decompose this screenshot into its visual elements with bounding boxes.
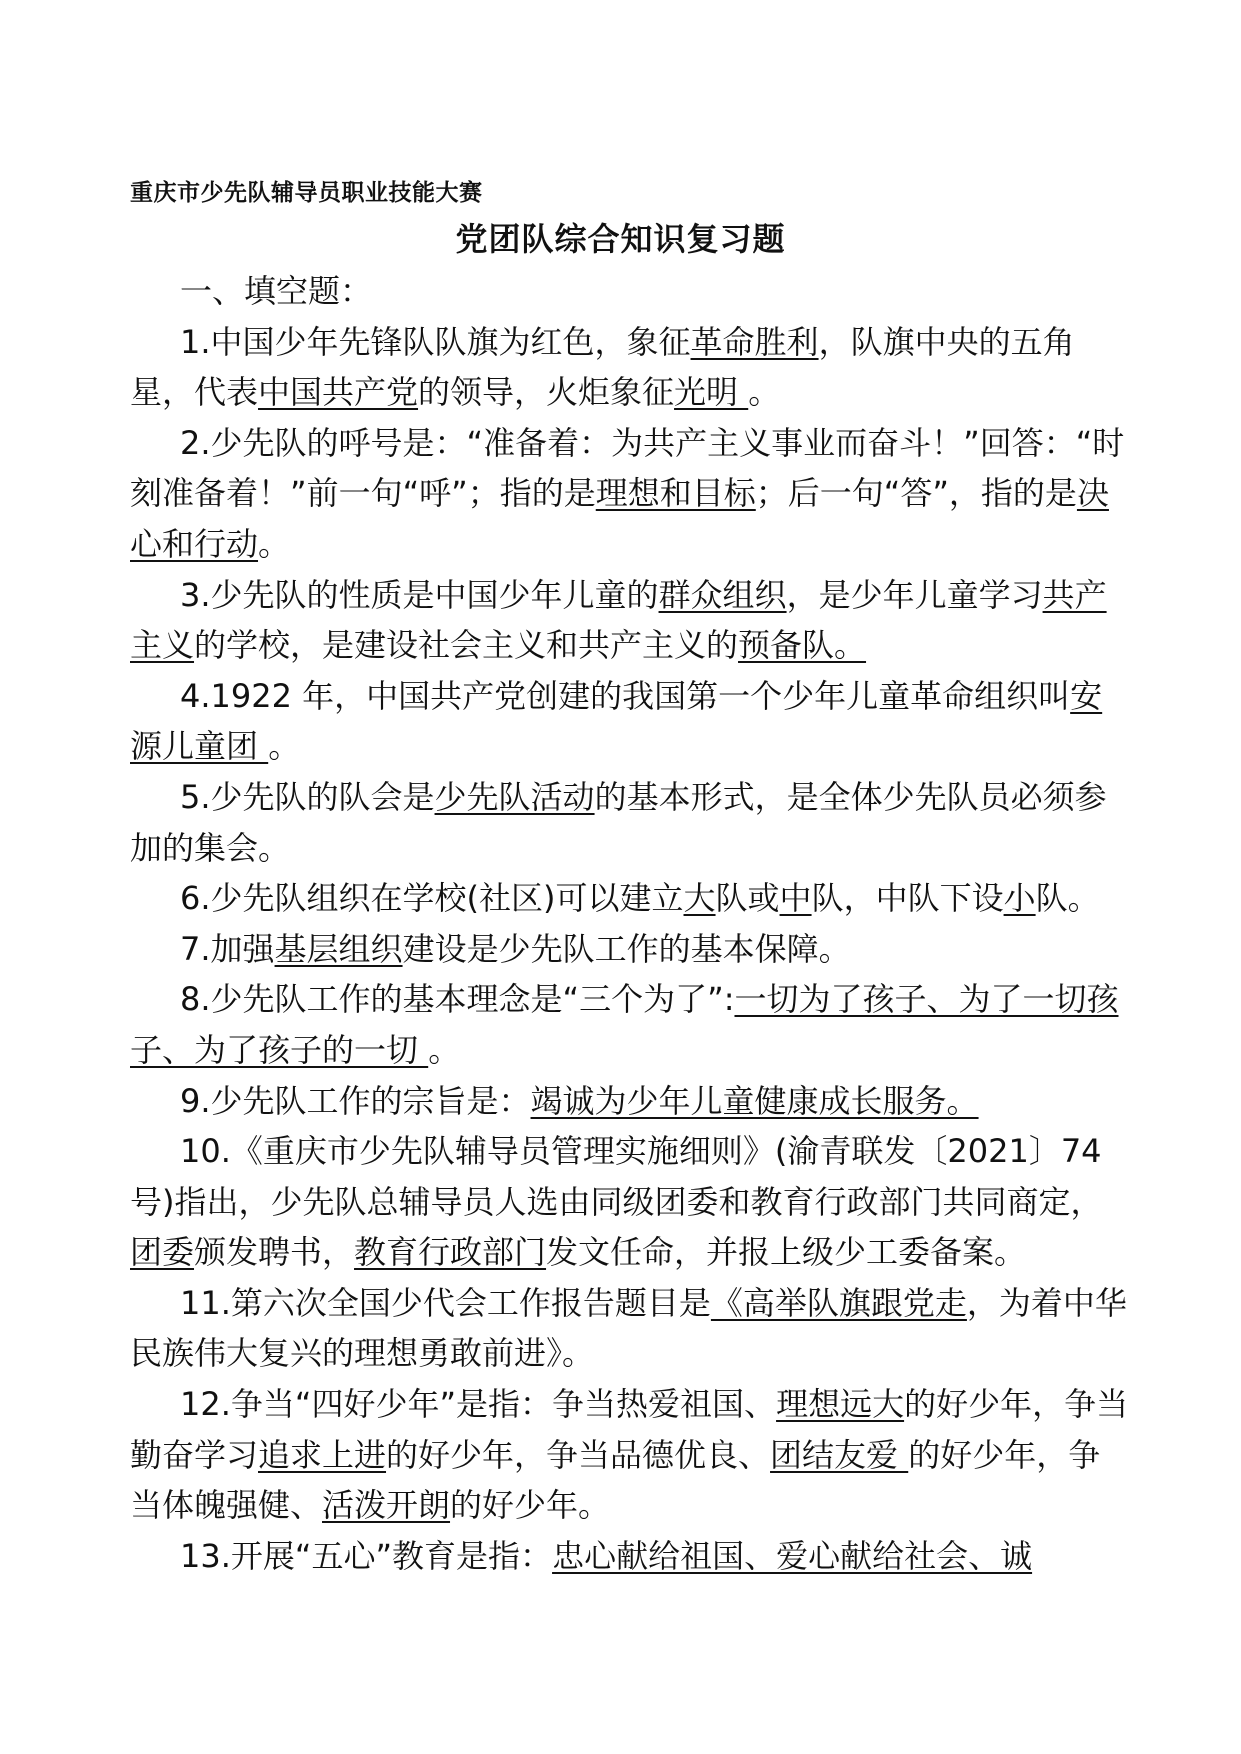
question-text: 的学校，是建设社会主义和共产主义的 <box>194 626 739 665</box>
question-text: 。 <box>428 1030 461 1069</box>
answer-text: 教育行政部门 <box>354 1233 547 1272</box>
question-text: 。 <box>268 727 301 766</box>
question-item <box>130 1126 1130 1278</box>
question-text: 发文任命，并报上级少工委备案。 <box>546 1233 1027 1272</box>
question-text: 6.少先队组织在学校(社区)可以建立 <box>180 879 684 918</box>
page-title: 党团队综合知识复习题 <box>455 220 786 258</box>
question-text: 队或 <box>715 879 780 918</box>
answer-text: 活泼开朗 <box>322 1486 451 1525</box>
question-text: 。 <box>258 524 291 563</box>
answer-text: 理想和目标 <box>595 474 756 513</box>
question-text: ，是少年儿童学习 <box>786 575 1043 614</box>
question-text: 13.开展“五心”教育是指： <box>180 1536 553 1575</box>
answer-text: 中 <box>779 879 812 918</box>
answer-text: 中国共产党 <box>258 373 419 412</box>
answer-text: 团委 <box>130 1233 195 1272</box>
question-item <box>130 418 1130 570</box>
question-item <box>130 317 1130 418</box>
answer-text: 忠心献给祖国、爱心献给社会、诚 <box>552 1536 1033 1575</box>
question-text: 的好少年，争当品德优良、 <box>386 1435 771 1474</box>
answer-text: 革命胜利 <box>690 322 819 361</box>
question-item <box>130 873 1130 924</box>
organizer-line: 重庆市少先队辅导员职业技能大赛 <box>130 180 483 206</box>
question-text: 的好少年。 <box>450 1486 611 1525</box>
answer-text: 理想远大 <box>776 1385 905 1424</box>
answer-text: 大 <box>683 879 716 918</box>
answer-text: 决心和行动 <box>130 474 1109 563</box>
question-text: 2.少先队的呼号是：“准备着：为共产主义事业而奋斗！”回答：“时刻准备着！”前一句“呼”；指的是 <box>130 423 1125 513</box>
answer-text: 光明 <box>674 373 749 412</box>
question-text: 建设是少先队工作的基本保障。 <box>402 929 851 968</box>
answer-text: 安源儿童团 <box>130 676 1103 766</box>
answer-text: 一切为了孩子、为了一切孩子、为了孩子的一切 <box>130 980 1119 1069</box>
question-text: 队。 <box>1035 879 1100 918</box>
question-text: ；后一句“答”，指的是 <box>755 474 1077 513</box>
question-item <box>130 1076 1130 1127</box>
question-item <box>130 1278 1130 1379</box>
question-text: 7.加强 <box>180 929 275 968</box>
question-text: 12.争当“四好少年”是指：争当热爱祖国、 <box>180 1385 777 1424</box>
question-text: ，队旗中央的五角星，代表 <box>130 322 1075 412</box>
question-item <box>130 570 1130 671</box>
answer-text: 追求上进 <box>258 1435 387 1474</box>
answer-text: 竭诚为少年儿童健康成长服务。 <box>530 1081 979 1120</box>
question-text: 4.1922 年，中国共产党创建的我国第一个少年儿童革命组织叫 <box>180 676 1071 715</box>
question-item <box>130 772 1130 873</box>
answer-text: 小 <box>1003 879 1036 918</box>
question-item <box>130 924 1130 975</box>
question-item <box>130 974 1130 1075</box>
answer-text: 共产主义 <box>130 575 1107 665</box>
question-text: 的好少年，争当体魄强健、 <box>130 1435 1101 1525</box>
question-text: ，为着中华民族伟大复兴的理想勇敢前进》。 <box>130 1283 1127 1373</box>
answer-text: 群众组织 <box>658 575 787 614</box>
question-text: 1.中国少年先锋队队旗为红色，象征 <box>180 322 691 361</box>
question-text: 11.第六次全国少代会工作报告题目是 <box>180 1283 711 1322</box>
question-text: 的领导，火炬象征 <box>418 373 675 412</box>
question-text: 颁发聘书， <box>194 1233 355 1272</box>
question-text: 8.少先队工作的基本理念是“三个为了”: <box>180 980 735 1019</box>
document-body <box>130 266 1130 1581</box>
answer-text: 预备队。 <box>738 626 867 665</box>
question-text: 5.少先队的队会是 <box>180 777 435 816</box>
question-text: 队，中队下设 <box>811 879 1004 918</box>
answer-text: 基层组织 <box>274 929 403 968</box>
question-item <box>130 1531 1130 1582</box>
question-text: 10.《重庆市少先队辅导员管理实施细则》(渝青联发〔2021〕74 号)指出，少先队总辅导员人选由同级团委和教育行政部门共同商定， <box>130 1132 1103 1221</box>
question-item <box>130 671 1130 772</box>
question-item <box>130 1379 1130 1531</box>
answer-text: 少先队活动 <box>434 777 595 816</box>
section-heading: 一、填空题： <box>180 272 373 310</box>
question-text: 的好少年，争当勤奋学习 <box>130 1385 1129 1474</box>
question-text: 。 <box>748 373 781 412</box>
question-text: 9.少先队工作的宗旨是： <box>180 1081 531 1120</box>
question-text: 的基本形式，是全体少先队员必须参加的集会。 <box>130 777 1107 867</box>
question-list <box>130 317 1130 1582</box>
answer-text: 《高举队旗跟党走 <box>710 1283 967 1322</box>
answer-text: 团结友爱 <box>770 1435 909 1474</box>
question-text: 3.少先队的性质是中国少年儿童的 <box>180 575 659 614</box>
